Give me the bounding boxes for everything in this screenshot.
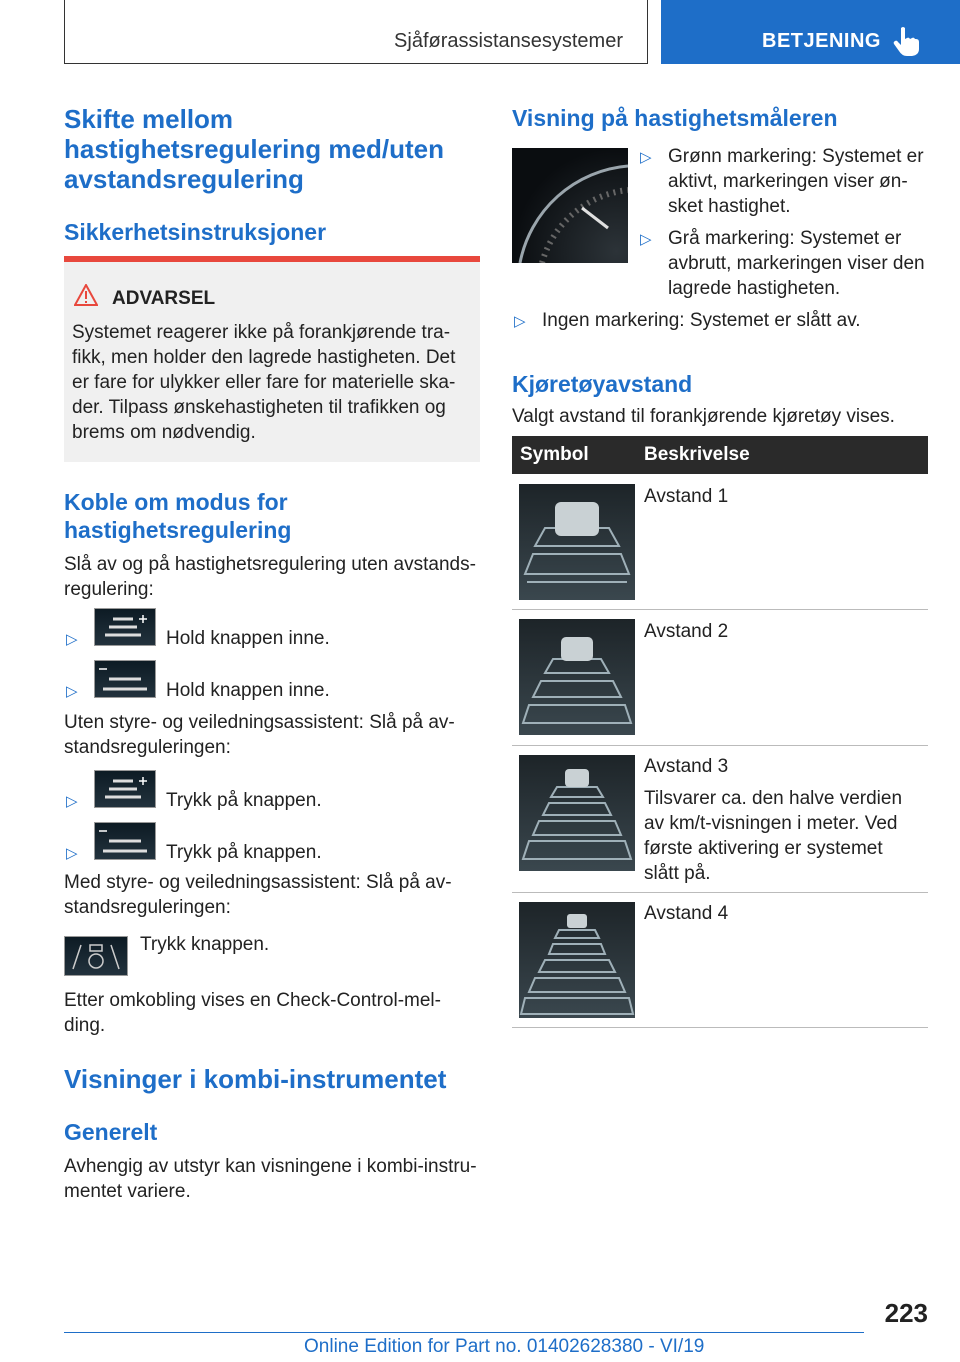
step-press-1: Trykk på knappen. xyxy=(166,790,322,811)
switch-intro: Slå av og på hastighetsregulering uten avstands- regulering: xyxy=(64,554,476,600)
distance-3-note: Tilsvarer ca. den halve verdien av km/t-visningen i meter. Ved første aktivering er systemet slått på. xyxy=(644,788,903,884)
distance-2-label: Avstand 2 xyxy=(644,621,729,642)
distance-2-icon xyxy=(519,619,635,735)
general-text: Avhengig av utstyr kan visningene i kombi-instru- mentet variere. xyxy=(64,1156,477,1202)
speedometer-heading: Visning på hastighetsmåleren xyxy=(512,105,838,131)
warning-text: Systemet reagerer ikke på forankjørende tra- fikk, men holder den lagrede hastigheten. Det er fare for ulykker eller fare for materielle ska- der. Tilpass ønskehastigheten til trafikken og brems om nødvendig. xyxy=(72,322,456,443)
general-heading: Generelt xyxy=(64,1119,158,1145)
bullet-triangle-icon: ▷ xyxy=(66,631,78,648)
table-header xyxy=(512,436,928,474)
distance-1-icon xyxy=(519,484,635,600)
bullet-triangle-icon: ▷ xyxy=(514,313,526,330)
col-description: Beskrivelse xyxy=(644,444,750,465)
footer-rule xyxy=(64,1332,864,1333)
row-divider xyxy=(512,609,928,610)
row-divider xyxy=(512,892,928,893)
step-press-2: Trykk på knappen. xyxy=(166,842,322,863)
distance-4-icon xyxy=(519,902,635,1018)
green-marking-text: Grønn markering: Systemet er aktivt, markeringen viser øn- sket hastighet. xyxy=(668,146,924,217)
bullet-triangle-icon: ▷ xyxy=(640,231,652,248)
no-marking-text: Ingen markering: Systemet er slått av. xyxy=(542,310,861,331)
safety-heading: Sikkerhetsinstruksjoner xyxy=(64,219,327,245)
distance-heading: Kjøretøyavstand xyxy=(512,371,693,397)
header-section-box xyxy=(64,0,648,64)
distance-3-icon xyxy=(519,755,635,871)
section-title: Sjåførassistansesystemer xyxy=(394,30,623,52)
row-divider xyxy=(512,1027,928,1028)
distance-decrease-button-icon xyxy=(94,822,156,860)
with-assistant-text: Med styre- og veiledningsassistent: Slå på av- standsreguleringen: xyxy=(64,872,452,918)
warning-label: ADVARSEL xyxy=(112,288,216,309)
row-divider xyxy=(512,745,928,746)
warning-box xyxy=(64,256,480,462)
step-press-3: Trykk knappen. xyxy=(140,934,270,955)
distance-increase-button-icon xyxy=(94,608,156,646)
distance-intro: Valgt avstand til forankjørende kjøretøy vises. xyxy=(512,406,895,427)
col-symbol: Symbol xyxy=(520,444,589,465)
warning-triangle-icon xyxy=(74,284,98,306)
distance-1-label: Avstand 1 xyxy=(644,486,729,507)
bullet-triangle-icon: ▷ xyxy=(640,149,652,166)
pointing-hand-icon xyxy=(892,26,920,56)
switch-mode-heading: Koble om modus for hastighetsregulering xyxy=(64,489,292,543)
speedometer-image xyxy=(512,148,628,263)
page-number: 223 xyxy=(884,1298,928,1328)
main-heading: Skifte mellom hastighetsregulering med/uten avstandsregulering xyxy=(64,104,444,194)
bullet-triangle-icon: ▷ xyxy=(66,793,78,810)
display-heading: Visninger i kombi-instrumentet xyxy=(64,1064,447,1094)
edition-note: Online Edition for Part no. 01402628380 - VI/19 xyxy=(304,1336,705,1357)
steering-assistant-button-icon xyxy=(64,936,128,976)
distance-3-label: Avstand 3 xyxy=(644,756,729,777)
bullet-triangle-icon: ▷ xyxy=(66,683,78,700)
distance-4-label: Avstand 4 xyxy=(644,903,729,924)
chapter-tab-label: BETJENING xyxy=(762,30,881,52)
bullet-triangle-icon: ▷ xyxy=(66,845,78,862)
step-hold-1: Hold knappen inne. xyxy=(166,628,330,649)
grey-marking-text: Grå markering: Systemet er avbrutt, markeringen viser den lagrede hastigheten. xyxy=(668,228,925,299)
step-hold-2: Hold knappen inne. xyxy=(166,680,330,701)
after-switch-text: Etter omkobling vises en Check-Control-mel- ding. xyxy=(64,990,441,1036)
without-assistant-text: Uten styre- og veiledningsassistent: Slå på av- standsreguleringen: xyxy=(64,712,455,758)
distance-decrease-button-icon xyxy=(94,660,156,698)
distance-increase-button-icon xyxy=(94,770,156,808)
